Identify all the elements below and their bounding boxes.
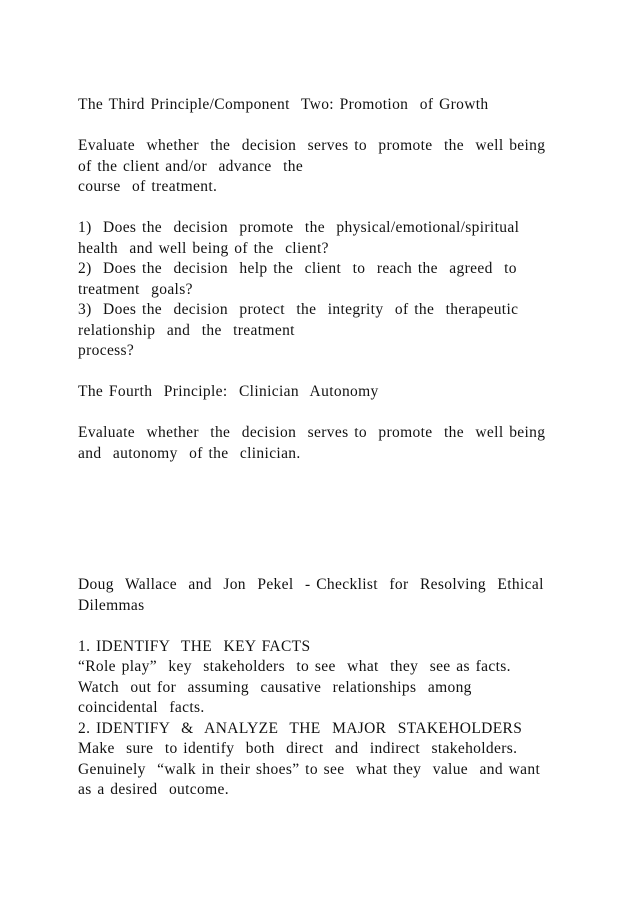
checklist-title: Doug Wallace and Jon Pekel - Checklist for Resolving Ethical <box>78 576 544 593</box>
fourth-principle-heading: The Fourth Principle: Clinician Autonomy <box>78 383 379 400</box>
blank-line <box>78 362 568 383</box>
paragraph-line: Watch out for assuming causative relationships among <box>78 678 472 696</box>
principles-section <box>78 95 568 464</box>
question-line: health and well being of the client? <box>78 239 329 257</box>
blank-line <box>78 616 568 637</box>
item-1-heading: 1. IDENTIFY THE KEY FACTS <box>78 637 311 655</box>
paragraph-line: Genuinely “walk in their shoes” to see what they value and want <box>78 760 541 778</box>
paragraph-line: course of treatment. <box>78 178 218 195</box>
paragraph-line: “Role play” key stakeholders to see what they see as facts. <box>78 658 511 675</box>
paragraph-line: and autonomy of the clinician. <box>78 444 301 462</box>
question-line: relationship and the treatment <box>78 321 295 339</box>
item-2-heading: 2. IDENTIFY & ANALYZE THE MAJOR STAKEHOLDERS <box>78 719 523 737</box>
checklist-title: Dilemmas <box>78 596 145 614</box>
paragraph-line: of the client and/or advance the <box>78 157 304 175</box>
question-line: 3) Does the decision protect the integrity of the therapeutic <box>78 301 519 318</box>
question-line: treatment goals? <box>78 280 193 298</box>
paragraph-line: coincidental facts. <box>78 699 205 716</box>
blank-line <box>78 116 568 137</box>
paragraph-line: as a desired outcome. <box>78 781 229 798</box>
third-principle-heading: The Third Principle/Component Two: Promotion of Growth <box>78 96 489 113</box>
question-line: 2) Does the decision help the client to reach the agreed to <box>78 260 517 277</box>
blank-line <box>78 198 568 219</box>
paragraph-line: Evaluate whether the decision serves to promote the well being <box>78 137 546 154</box>
question-line: process? <box>78 342 135 359</box>
blank-line <box>78 403 568 424</box>
paragraph-line: Evaluate whether the decision serves to promote the well being <box>78 424 546 441</box>
paragraph-line: Make sure to identify both direct and indirect stakeholders. <box>78 740 518 757</box>
checklist-section <box>78 575 568 801</box>
question-line: 1) Does the decision promote the physical/emotional/spiritual <box>78 219 520 236</box>
